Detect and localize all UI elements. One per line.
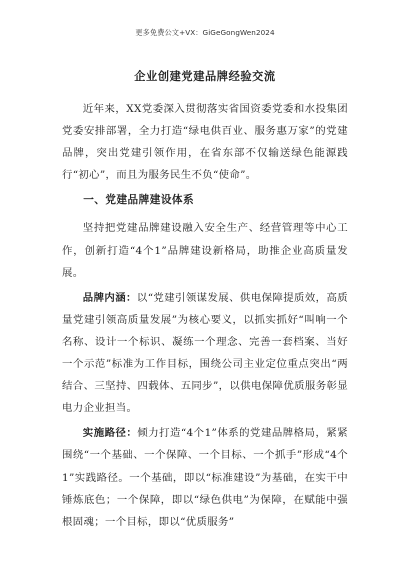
header-note: 更多免费公文+VX：GiGeGongWen2024 xyxy=(135,28,275,37)
paragraph-lead-implementation-path: 实施路径： xyxy=(82,427,138,440)
paragraph-text-implementation-path: 倾力打造“4个1”体系的党建品牌格局，紧紧围绕“一个基础、一个保障、一个目标、一个抓手”形成“4个1”实践路径。一个基础，即以“标准建设”为基础，在实干中锤炼底色；一个保障，即以“绿色供电”为保障，在赋能中强根固魂；一个目标，即以“优质服务” xyxy=(62,427,348,528)
section-paragraph-1: 坚持把党建品牌建设融入安全生产、经营管理等中心工作，创新打造“4个1”品牌建设新格局，助推企业高质量发展。 xyxy=(62,222,348,279)
section-heading: 一、党建品牌建设体系 xyxy=(83,194,195,207)
intro-paragraph: 近年来，XX党委深入贯彻落实省国资委党委和水投集团党委安排部署，全力打造“绿电供百业、服务惠万家”的党建品牌，突出党建引领作用，在省东部不仅输送绿色能源践行“初心”，而且为服务民生不负“使命”。 xyxy=(62,103,348,182)
paragraph-lead-brand-connotation: 品牌内涵： xyxy=(82,291,137,304)
document-body xyxy=(62,98,348,536)
section-paragraph-2 xyxy=(62,287,348,420)
document-title: 企业创建党建品牌经验交流 xyxy=(134,70,276,83)
section-paragraph-3 xyxy=(62,422,348,532)
paragraph-text-brand-connotation: 以“党建引领谋发展、供电保障提质效，高质量党建引领高质量发展”为核心要义，以抓实抓好“叫响一个名称、设计一个标识、凝练一个理念、完善一套档案、当好一个示范”标准为工作目标，围绕公司主业定位重点突出“两结合、三坚持、四载体、五同步”，以供电保障优质服务彰显电力企业担当。 xyxy=(62,291,349,415)
